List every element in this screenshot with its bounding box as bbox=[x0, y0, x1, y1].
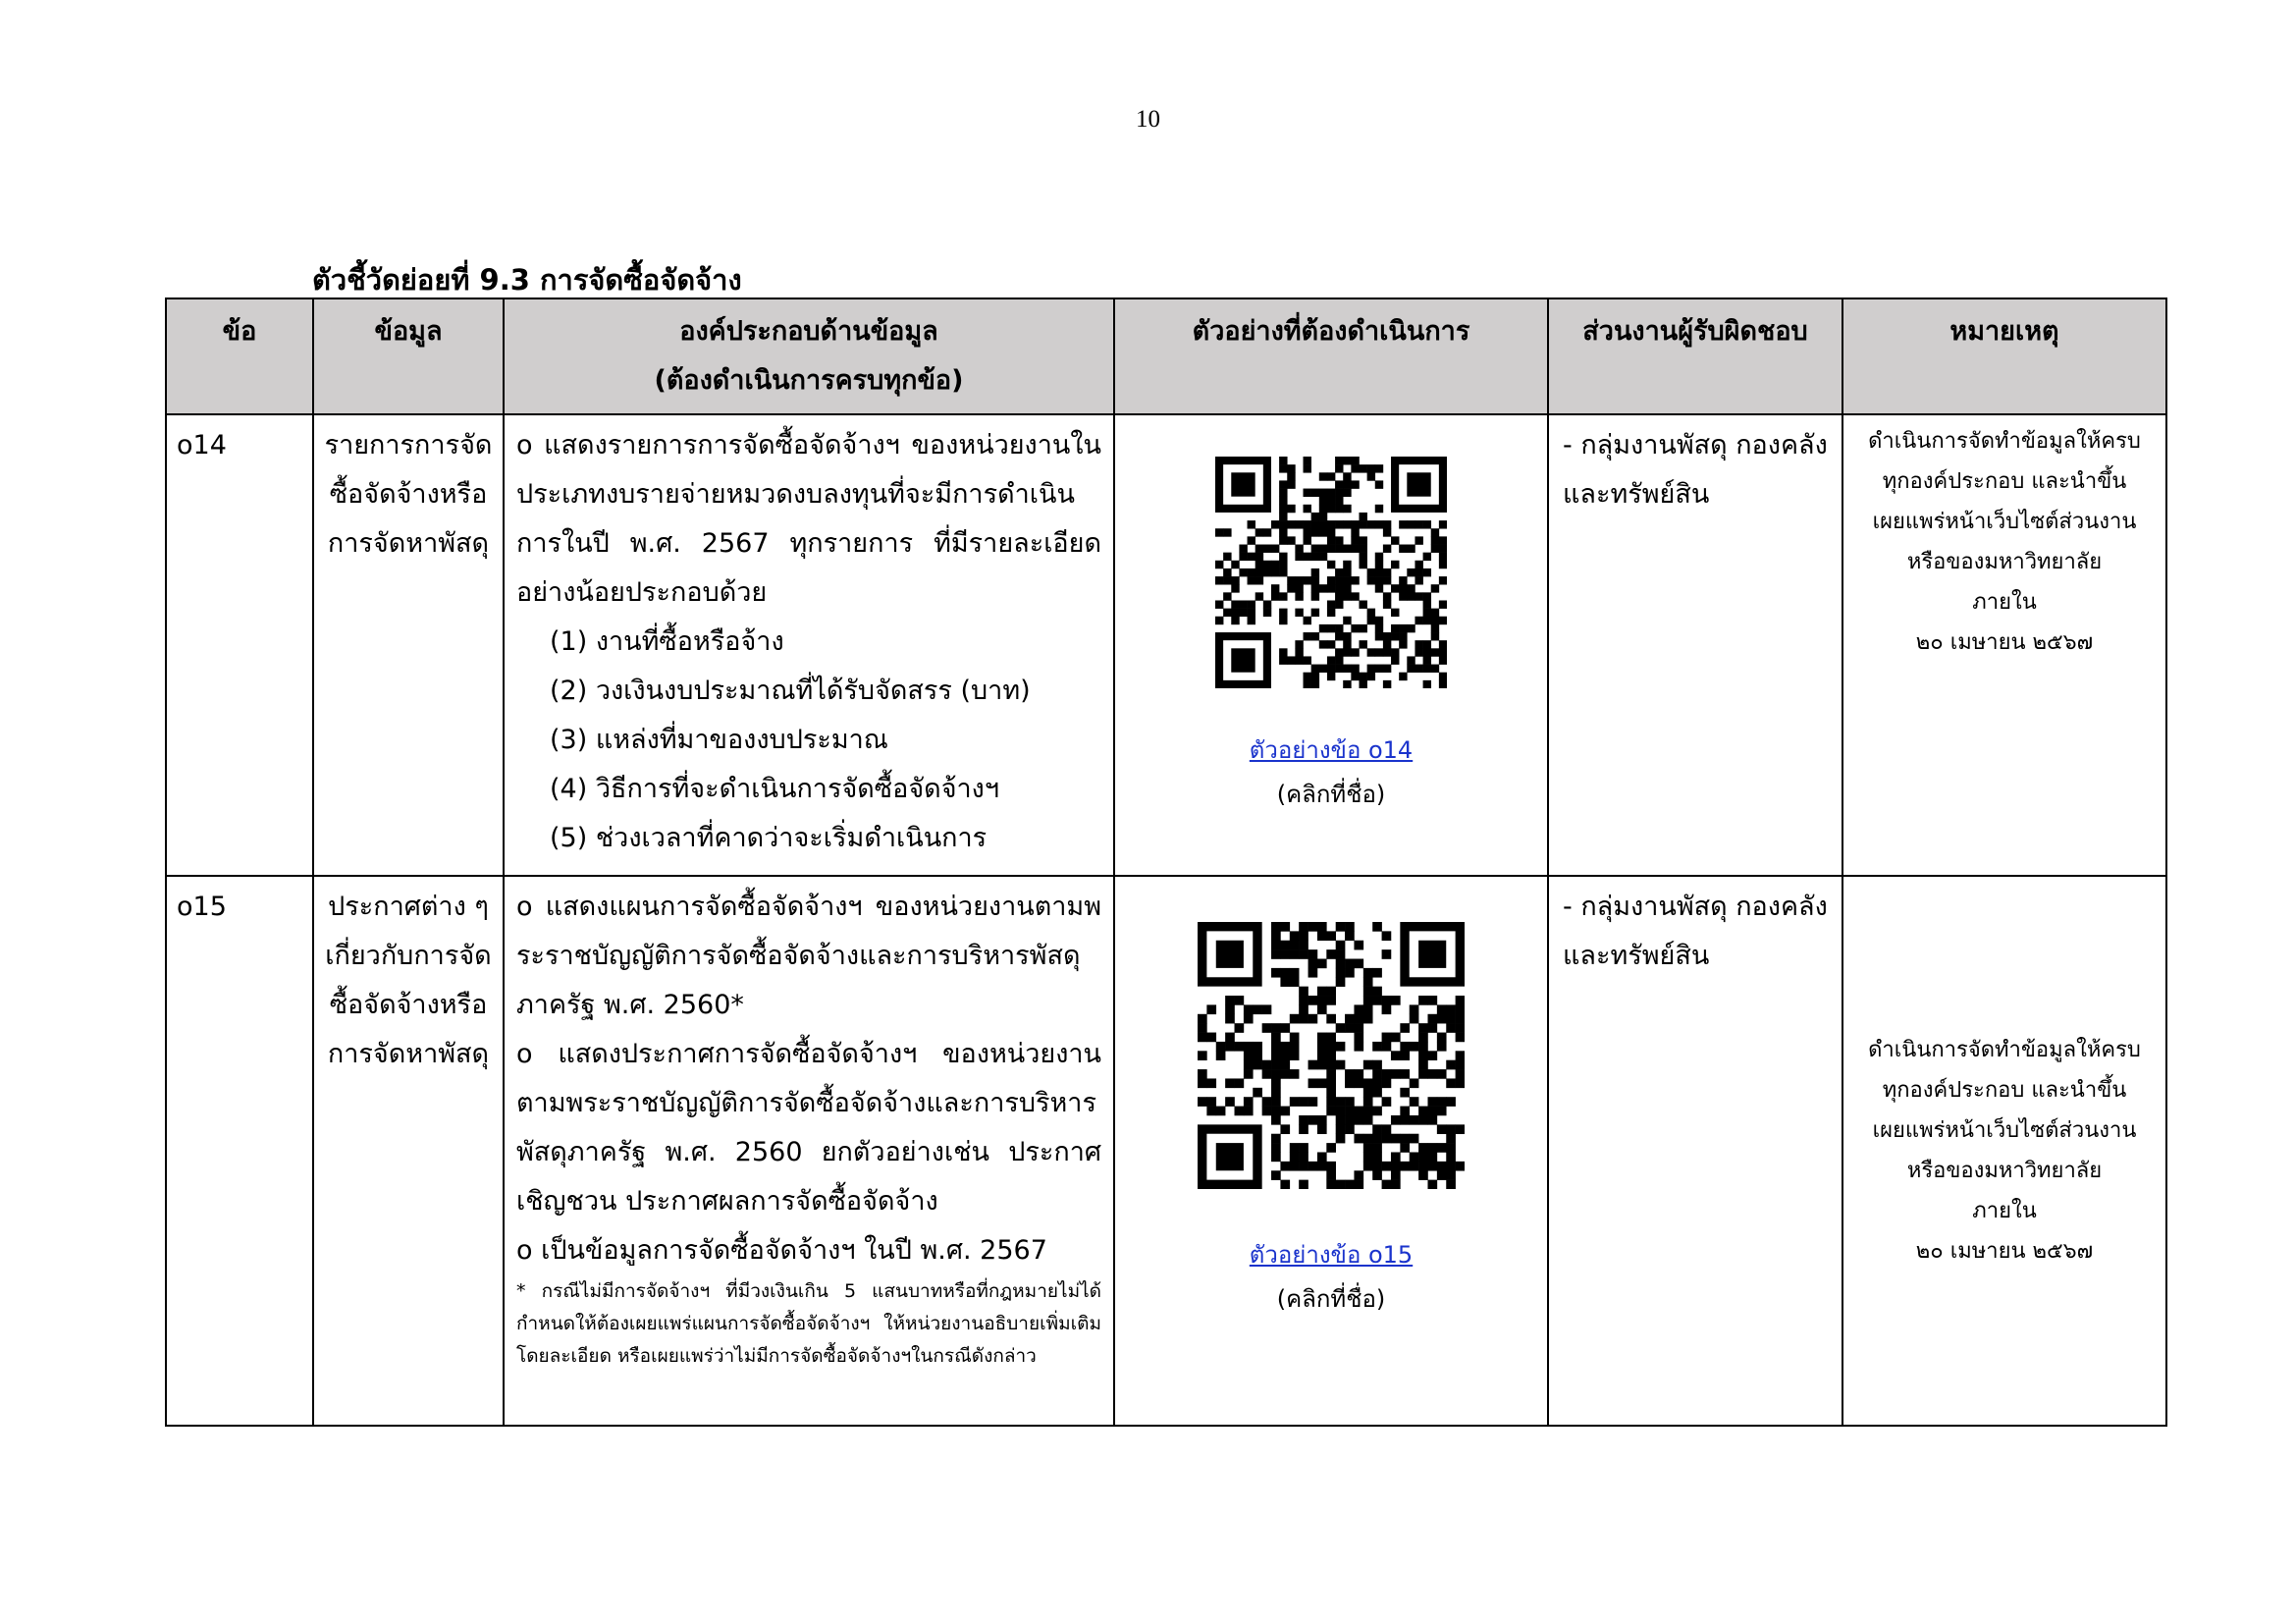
note-line: เผยแพร่หน้าเว็บไซต์ส่วนงาน bbox=[1872, 1118, 2137, 1143]
procurement-table bbox=[165, 298, 2167, 1427]
component-text: o เป็นข้อมูลการจัดซื้อจัดจ้างฯ ในปี พ.ศ. 2567 bbox=[516, 1235, 1047, 1266]
row-no: o14 bbox=[166, 414, 313, 876]
row-components bbox=[504, 414, 1114, 876]
note-line: ภายใน bbox=[1972, 590, 2037, 615]
table-header-row bbox=[166, 298, 2166, 414]
row-info: รายการการจัดซื้อจัดจ้างหรือการจัดหาพัสดุ bbox=[313, 414, 504, 876]
row-note bbox=[1842, 876, 2166, 1426]
note-line: ๒๐ เมษายน ๒๕๖๗ bbox=[1915, 1239, 2094, 1264]
header-components-title: องค์ประกอบด้านข้อมูล bbox=[679, 316, 938, 347]
note-line: ๒๐ เมษายน ๒๕๖๗ bbox=[1915, 630, 2094, 655]
header-example: ตัวอย่างที่ต้องดำเนินการ bbox=[1114, 298, 1548, 414]
component-text: o แสดงรายการการจัดซื้อจัดจ้างฯ ของหน่วยงานในประเภทงบรายจ่ายหมวดงบลงทุนที่จะมีการดำเนินการในปี พ.ศ. 2567 ทุกรายการ ที่มีรายละเอียดอย่างน้อยประกอบด้วย bbox=[516, 430, 1101, 608]
qr-code-icon[interactable] bbox=[1215, 457, 1447, 688]
row-no: o15 bbox=[166, 876, 313, 1426]
header-info: ข้อมูล bbox=[313, 298, 504, 414]
component-text: o แสดงแผนการจัดซื้อจัดจ้างฯ ของหน่วยงานตามพระราชบัญญัติการจัดซื้อจัดจ้างและการบริหารพัสดุภาครัฐ พ.ศ. 2560* bbox=[516, 892, 1101, 1020]
note-line: ภายใน bbox=[1972, 1199, 2037, 1223]
header-note: หมายเหตุ bbox=[1842, 298, 2166, 414]
header-unit: ส่วนงานผู้รับผิดชอบ bbox=[1548, 298, 1842, 414]
row-components bbox=[504, 876, 1114, 1426]
note-line: หรือของมหาวิทยาลัย bbox=[1906, 1159, 2103, 1183]
component-item: (3) แหล่งที่มาของงบประมาณ bbox=[550, 725, 888, 755]
table-row bbox=[166, 876, 2166, 1426]
row-note bbox=[1842, 414, 2166, 876]
component-item: (1) งานที่ซื้อหรือจ้าง bbox=[550, 626, 784, 657]
example-link[interactable]: ตัวอย่างข้อ o14 bbox=[1249, 736, 1414, 764]
component-item: (5) ช่วงเวลาที่คาดว่าจะเริ่มดำเนินการ bbox=[550, 823, 988, 853]
row-unit: - กลุ่มงานพัสดุ กองคลังและทรัพย์สิน bbox=[1548, 414, 1842, 876]
note-line: ดำเนินการจัดทำข้อมูลให้ครบ bbox=[1868, 429, 2141, 454]
section-title: ตัวชี้วัดย่อยที่ 9.3 การจัดซื้อจัดจ้าง bbox=[312, 263, 742, 297]
header-no: ข้อ bbox=[166, 298, 313, 414]
row-example bbox=[1114, 876, 1548, 1426]
note-line: ดำเนินการจัดทำข้อมูลให้ครบ bbox=[1868, 1038, 2141, 1062]
row-info: ประกาศต่าง ๆ เกี่ยวกับการจัดซื้อจัดจ้างหรือการจัดหาพัสดุ bbox=[313, 876, 504, 1426]
qr-code-icon[interactable] bbox=[1198, 922, 1465, 1189]
table-row bbox=[166, 414, 2166, 876]
note-line: ทุกองค์ประกอบ และนำขึ้น bbox=[1882, 1078, 2127, 1103]
note-line: เผยแพร่หน้าเว็บไซต์ส่วนงาน bbox=[1872, 510, 2137, 534]
component-footnote: * กรณีไม่มีการจัดจ้างฯ ที่มีวงเงินเกิน 5 แสนบาทหรือที่กฎหมายไม่ได้กำหนดให้ต้องเผยแพร่แผนการจัดซื้อจัดจ้างฯ ให้หน่วยงานอธิบายเพิ่มเติมโดยละเอียด หรือเผยแพร่ว่าไม่มีการจัดซื้อจัดจ้างฯในกรณีดังกล่าว bbox=[516, 1280, 1101, 1367]
header-components-sub: (ต้องดำเนินการครบทุกข้อ) bbox=[654, 365, 964, 396]
note-line: ทุกองค์ประกอบ และนำขึ้น bbox=[1882, 469, 2127, 494]
note-line: หรือของมหาวิทยาลัย bbox=[1906, 550, 2103, 574]
component-item: (4) วิธีการที่จะดำเนินการจัดซื้อจัดจ้างฯ bbox=[550, 774, 1000, 804]
component-text: o แสดงประกาศการจัดซื้อจัดจ้างฯ ของหน่วยงานตามพระราชบัญญัติการจัดซื้อจัดจ้างและการบริหารพัสดุภาครัฐ พ.ศ. 2560 ยกตัวอย่างเช่น ประกาศเชิญชวน ประกาศผลการจัดซื้อจัดจ้าง bbox=[516, 1039, 1101, 1217]
header-components bbox=[504, 298, 1114, 414]
component-item: (2) วงเงินงบประมาณที่ได้รับจัดสรร (บาท) bbox=[550, 676, 1031, 706]
page-number: 10 bbox=[1136, 106, 1160, 133]
row-unit: - กลุ่มงานพัสดุ กองคลังและทรัพย์สิน bbox=[1548, 876, 1842, 1426]
row-example bbox=[1114, 414, 1548, 876]
example-link[interactable]: ตัวอย่างข้อ o15 bbox=[1249, 1241, 1414, 1269]
example-hint: (คลิกที่ชื่อ) bbox=[1276, 1285, 1386, 1313]
example-hint: (คลิกที่ชื่อ) bbox=[1276, 781, 1386, 808]
